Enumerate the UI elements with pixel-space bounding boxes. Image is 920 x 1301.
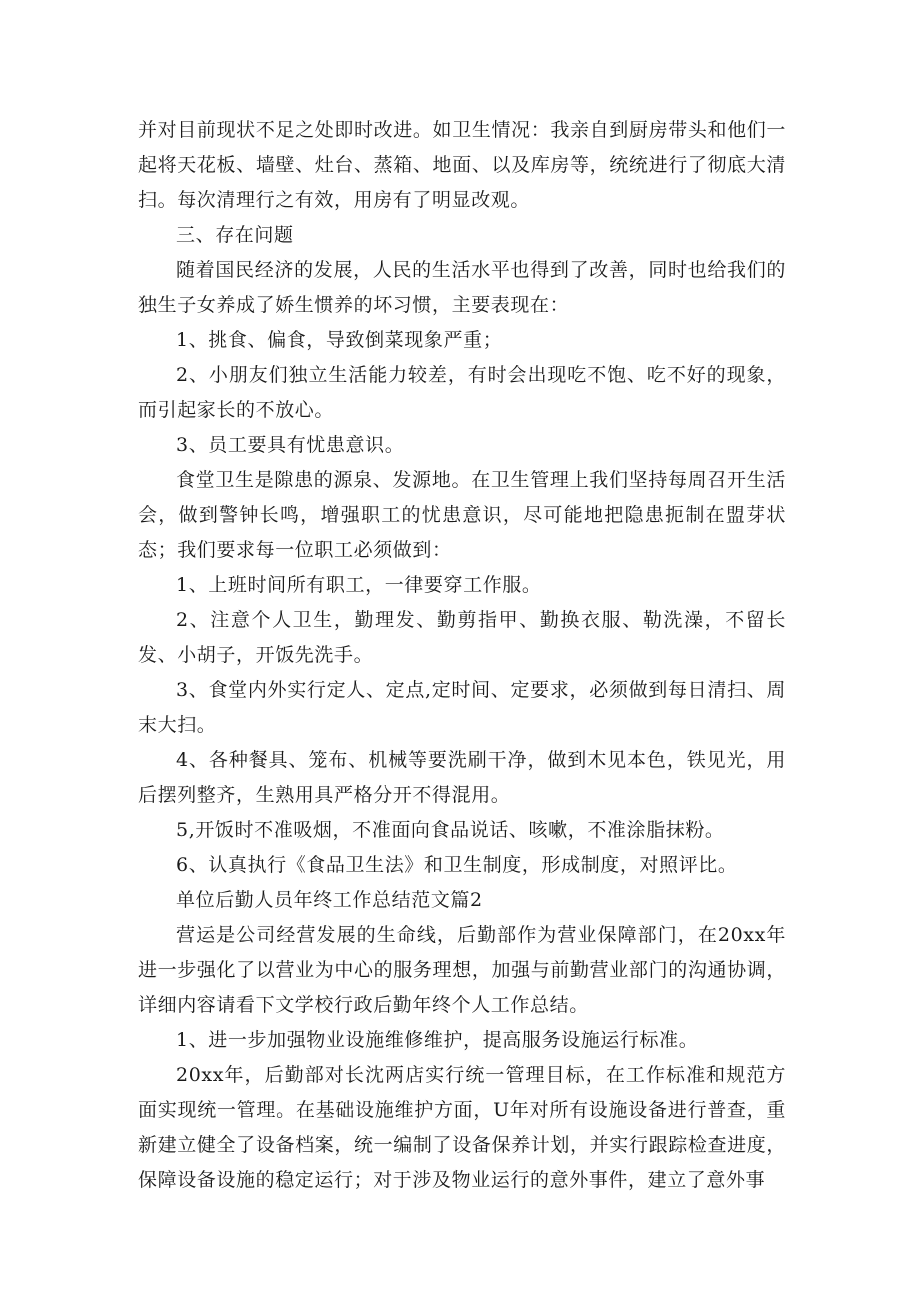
paragraph: 随着国民经济的发展，人民的生活水平也得到了改善，同时也给我们的独生子女养成了娇生惯养的坏习惯，主要表现在： <box>138 259 786 316</box>
article-title: 单位后勤人员年终工作总结范文篇2 <box>176 889 483 911</box>
list-item: 6、认真执行《食品卫生法》和卫生制度，形成制度，对照评比。 <box>176 854 738 876</box>
list-item: 5,开饭时不准吸烟，不准面向食品说话、咳嗽，不准涂脂抹粉。 <box>176 819 725 841</box>
list-item: 2、小朋友们独立生活能力较差，有时会出现吃不饱、吃不好的现象，而引起家长的不放心。 <box>138 364 786 421</box>
list-item: 4、各种餐具、笼布、机械等要洗刷干净，做到木见本色，铁见光，用后摆列整齐，生熟用具严格分开不得混用。 <box>138 749 786 806</box>
paragraph: 食堂卫生是隙患的源泉、发源地。在卫生管理上我们坚持每周召开生活会，做到警钟长鸣，增强职工的忧患意识，尽可能地把隐患扼制在盟芽状态；我们要求每一位职工必须做到： <box>138 469 786 561</box>
document-page <box>138 113 786 1198</box>
list-item: 1、挑食、偏食，导致倒菜现象严重； <box>176 329 503 351</box>
section-heading: 三、存在问题 <box>176 224 294 246</box>
paragraph: 并对目前现状不足之处即时改进。如卫生情况：我亲自到厨房带头和他们一起将天花板、墙壁、灶台、蒸箱、地面、以及库房等，统统进行了彻底大清扫。每次清理行之有效，用房有了明显改观。 <box>138 119 786 211</box>
list-item: 3、员工要具有忧患意识。 <box>176 434 405 456</box>
list-item: 2、注意个人卫生，勤理发、勤剪指甲、勤换衣服、勒洗澡，不留长发、小胡子，开饭先洗手。 <box>138 609 786 666</box>
paragraph: 营运是公司经营发展的生命线，后勤部作为营业保障部门，在20xx年进一步强化了以营业为中心的服务理想，加强与前勤营业部门的沟通协调，详细内容请看下文学校行政后勤年终个人工作总结。 <box>138 924 786 1016</box>
list-item: 1、进一步加强物业设施维修维护，提高服务设施运行标准。 <box>176 1029 699 1051</box>
paragraph: 20xx年，后勤部对长沈两店实行统一管理目标，在工作标准和规范方面实现统一管理。在基础设施维护方面，U年对所有设施设备进行普查，重新建立健全了设备档案，统一编制了设备保养计划，并实行跟踪检查进度，保障设备设施的稳定运行；对于涉及物业运行的意外事件，建立了意外事 <box>138 1064 786 1191</box>
list-item: 1、上班时间所有职工，一律要穿工作服。 <box>176 574 542 596</box>
list-item: 3、食堂内外实行定人、定点,定时间、定要求，必须做到每日清扫、周末大扫。 <box>138 679 786 736</box>
